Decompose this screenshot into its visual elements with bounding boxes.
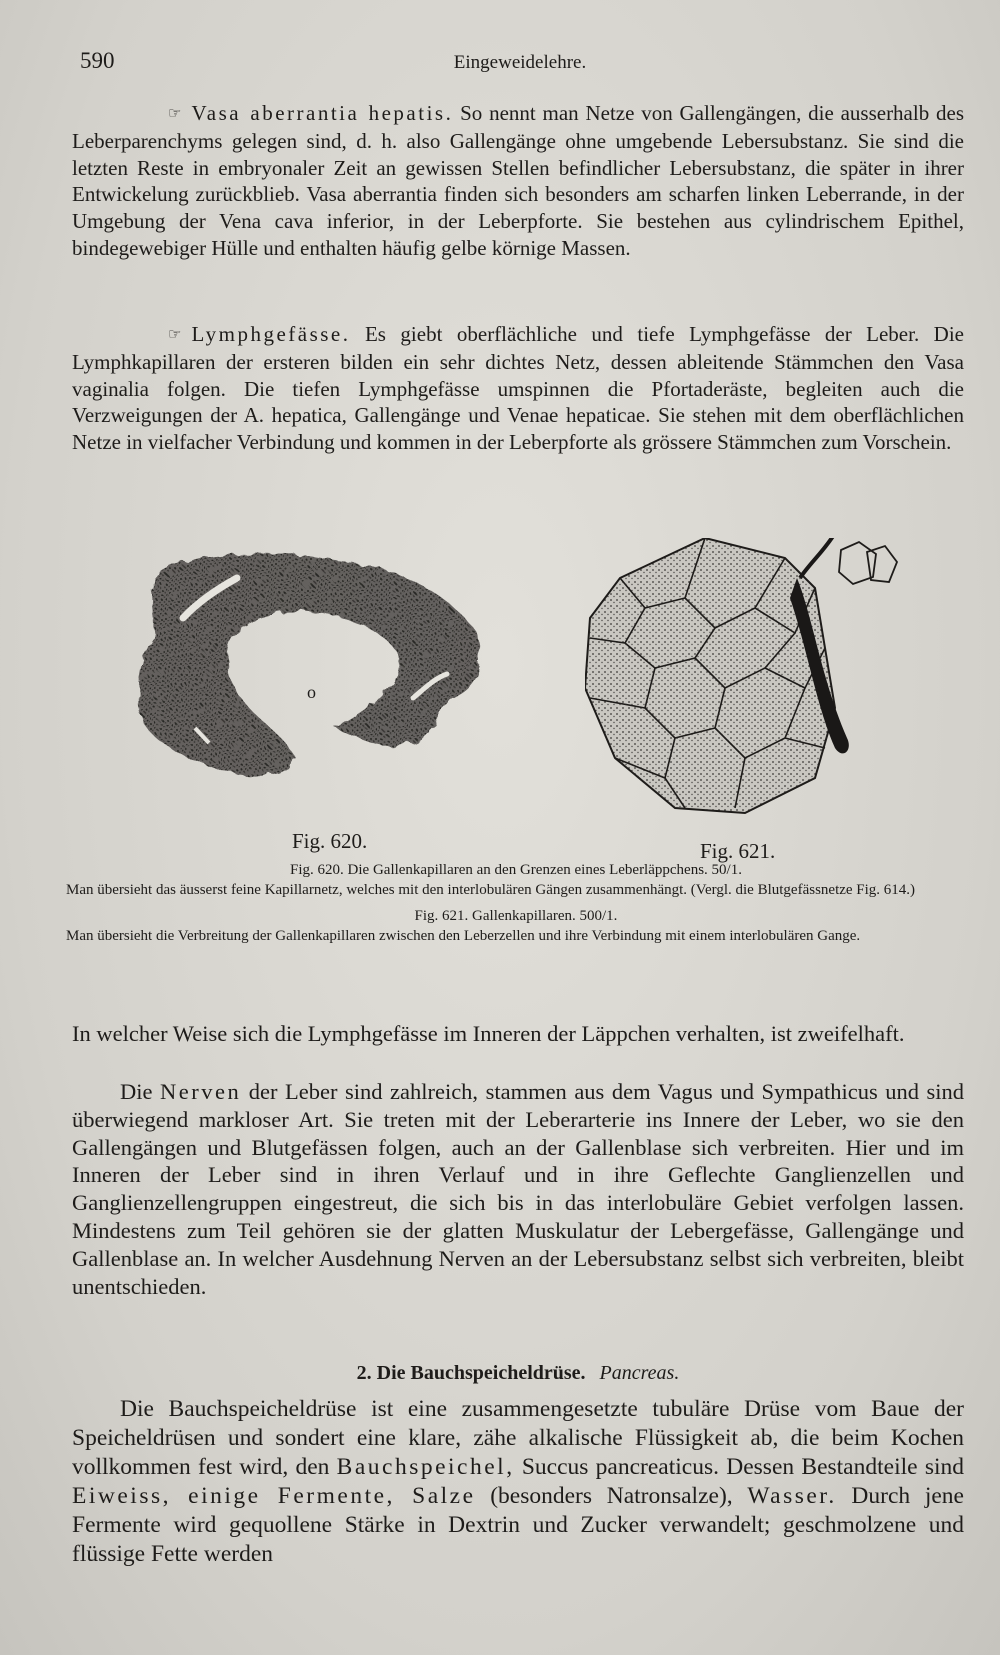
- para-vasa-text: So nennt man Netze von Gallengängen, die ausserhalb des Leberparenchyms gelegen sind, d. h. also Gallengänge ohne umgebende Lebersubstanz. Sie sind die letzten Reste in embryonaler Zeit an gewissen Stellen befindlicher Lebersubstanz, die später in ihrer Entwickelung zurückblieb. Vasa aberrantia finden sich besonders am scharfen linken Leberrande, in der Umgebung der Vena cava inferior, in der Leberpforte. Sie bestehen aus cylindrischem Epithel, bindegewebiger Hülle und enthalten häufig gelbe körnige Massen.: [72, 101, 964, 260]
- para-pancreas-text-2: Succus pancreaticus. Dessen Bestandteile sind: [514, 1454, 964, 1480]
- para-pancreas-text-3: (besonders Natronsalze),: [475, 1483, 748, 1509]
- caption-620-lead: Fig. 620. Die Gallenkapillaren an den Grenzen eines Leberläppchens. 50/1.: [290, 862, 742, 878]
- figure-621-illustration: [585, 538, 905, 818]
- figure-620-label: Fig. 620.: [292, 829, 368, 853]
- hand-pointer-icon: ☞: [168, 106, 182, 122]
- para-vasa-aberrantia: [72, 100, 964, 262]
- para-pancreas-text-1: Die Bauchspeicheldrüse ist eine zusammengesetzte tubuläre Drüse vom Baue der Speicheldrüsen und sondert eine klare, zähe alkalische Flüssigkeit ab, die beim Kochen vollkommen fest wird, den: [72, 1396, 964, 1480]
- running-title: Eingeweidelehre.: [453, 52, 587, 73]
- term-nerven: Nerven: [160, 1079, 242, 1104]
- figure-621-label: Fig. 621.: [700, 839, 776, 863]
- figure-620-illustration: [135, 548, 515, 798]
- term-bauchspeichel: Bauchspeichel,: [336, 1454, 515, 1480]
- para-nerven-text: der Leber sind zahlreich, stammen aus dem Vagus und Sympathicus und sind überwiegend markloser Art. Sie treten mit der Leberarterie ins Innere der Leber, wo sie den Gallengängen und Blutgefässen folgen, auch an der Gallenblase sich verbreiten. Hier und im Inneren der Leber sind in ihren Verlauf und in ihre Geflechte Ganglienzellen und Ganglienzellengruppen eingestreut, die sich bis in das interlobuläre Gebiet verfolgen lassen. Mindestens zum Teil gehören sie der glatten Muskulatur der Lebergefässe, Gallengänge und Gallenblase an. In welcher Ausdehnung Nerven an der Lebersubstanz selbst sich verbreiten, bleibt unentschieden.: [72, 1079, 964, 1299]
- para-lymphgefaesse: [72, 321, 964, 456]
- caption-621-body: Man übersieht die Verbreitung der Gallenkapillaren zwischen den Leberzellen und ihre Verbindung mit einem interlobulären Gange.: [66, 928, 861, 944]
- para-lymph-text: Es giebt oberflächliche und tiefe Lymphgefässe der Leber. Die Lymphkapillaren der ersteren bilden ein sehr dichtes Netz, dessen ableitende Stämmchen den Vasa vaginalia folgen. Die tiefen Lymphgefässe umspinnen die Pfortaderäste, begleiten auch die Verzweigungen der A. hepatica, Gallengänge und Venae hepaticae. Sie stehen mit dem oberflächlichen Netze in vielfacher Verbindung und kommen in der Leberpforte als grössere Stämmchen zum Vorschein.: [72, 322, 964, 455]
- section-latin: Pancreas.: [599, 1362, 680, 1384]
- para-inner-lymph-text: In welcher Weise sich die Lymphgefässe im Inneren der Läppchen verhalten, ist zweifelhaft.: [72, 1021, 905, 1046]
- caption-620-body: Man übersieht das äusserst feine Kapillarnetz, welches mit den interlobulären Gängen zusammenhängt. (Vergl. die Blutgefässnetze Fig. 614.): [66, 882, 916, 898]
- figure-captions: [66, 860, 966, 948]
- para-pancreas-text-4: Durch jene Fermente wird gequollene Stärke in Dextrin und Zucker verwandelt; geschmolzene und flüssige Fette werden: [72, 1483, 964, 1567]
- caption-621-lead: Fig. 621. Gallenkapillaren. 500/1.: [414, 908, 618, 924]
- page-number: 590: [80, 48, 115, 73]
- page-header: [80, 48, 960, 78]
- figure-620-center-mark: o: [307, 682, 316, 702]
- section-heading: [72, 1362, 964, 1385]
- para-pancreas: [72, 1395, 964, 1569]
- section-title: 2. Die Bauchspeicheldrüse.: [356, 1362, 586, 1384]
- term-lymphgefaesse: Lymphgefässe.: [191, 322, 351, 346]
- hand-pointer-icon: ☞: [168, 327, 182, 343]
- caption-621: [66, 906, 966, 946]
- caption-620: [66, 860, 966, 900]
- para-nerven-lead: Die: [120, 1079, 161, 1104]
- para-inner-lymph: [72, 1020, 964, 1048]
- term-bestandteile: Eiweiss, einige Fermente, Salze: [72, 1483, 476, 1509]
- term-wasser: Wasser.: [747, 1483, 837, 1509]
- para-nerven: [72, 1078, 964, 1300]
- term-vasa-aberrantia: Vasa aberrantia hepatis.: [191, 101, 454, 125]
